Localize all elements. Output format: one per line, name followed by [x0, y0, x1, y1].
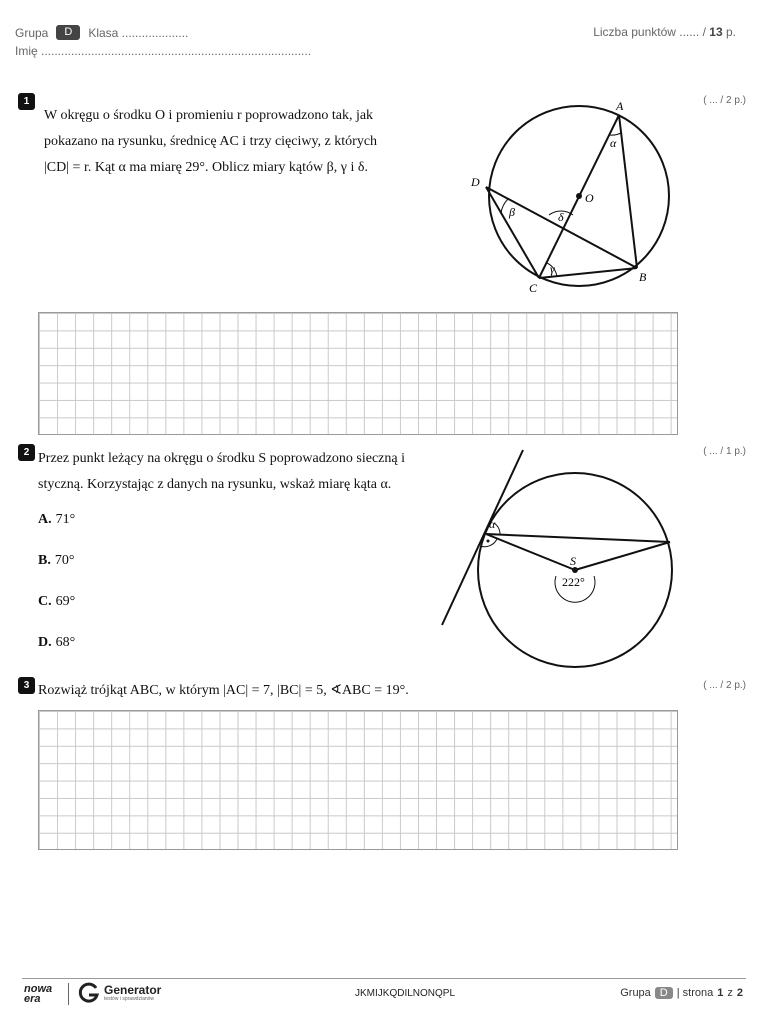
name-label: Imię ................................................................................. [15, 44, 312, 58]
option-a-letter: A. [38, 512, 52, 527]
question-2-line-2: styczną. Korzystając z danych na rysunku, wskaż miarę kąta α. [38, 477, 392, 492]
fig1-label-beta: β [509, 205, 515, 219]
question-3-text: Rozwiąż trójkąt ABC, w którym |AC| = 7, |BC| = 5, ∢ABC = 19°. [38, 683, 409, 698]
option-d-value: 68° [55, 635, 76, 650]
option-b-value: 70° [54, 553, 75, 568]
generator-g-icon [78, 982, 100, 1004]
footer-page-current: 1 [717, 987, 724, 999]
generator-logo [78, 982, 161, 1004]
points-unit: p. [725, 25, 736, 39]
question-1-line-2: pokazano na rysunku, średnicę AC i trzy cięciwy, z których [44, 134, 378, 149]
footer-group-label: Grupa [620, 987, 651, 999]
fig2-label-s: S [570, 554, 576, 568]
fig1-label-b: B [639, 270, 647, 284]
footer-page-total: 2 [736, 987, 743, 999]
question-3-points: ( ... / 2 p.) [703, 680, 746, 691]
test-code: JKMIJKQDILNONQPL [355, 988, 456, 999]
question-2-number: 2 [18, 444, 35, 461]
question-2-points: ( ... / 1 p.) [703, 446, 746, 457]
answer-grid-3[interactable] [38, 710, 678, 850]
fig1-label-alpha: α [610, 136, 617, 150]
question-2-line-1: Przez punkt leżący na okręgu o środku S poprowadzono sieczną i [38, 451, 405, 466]
group-badge: D [56, 25, 80, 40]
fig2-label-alpha: α [489, 517, 496, 531]
option-d[interactable] [38, 635, 75, 651]
question-1-line-1: W okręgu o środku O i promieniu r poprowadzono tak, jak [44, 108, 374, 123]
option-c-letter: C. [38, 594, 52, 609]
option-a[interactable] [38, 512, 75, 528]
footer-page-label: | strona [676, 987, 714, 999]
question-1-number: 1 [18, 93, 35, 110]
footer-page-info [620, 987, 743, 999]
question-3-number: 3 [18, 677, 35, 694]
nowa-era-logo [24, 984, 52, 1004]
generator-subtitle: testów i sprawdzianów [104, 995, 155, 1002]
fig1-label-o: O [585, 191, 594, 205]
fig1-label-a: A [616, 99, 624, 113]
generator-title: Generator [104, 982, 162, 997]
class-label: Klasa .................... [88, 25, 189, 40]
question-1-text [44, 103, 377, 181]
option-b[interactable] [38, 553, 74, 569]
group-label: Grupa [15, 25, 49, 40]
fig2-label-angle: 222° [562, 575, 585, 589]
option-c-value: 69° [55, 594, 76, 609]
option-c[interactable] [38, 594, 75, 610]
footer-divider [22, 978, 746, 979]
option-d-letter: D. [38, 635, 52, 650]
footer-page-of: z [727, 987, 733, 999]
fig1-label-c: C [529, 281, 538, 295]
question-1-line-3: |CD| = r. Kąt α ma miarę 29°. Oblicz miary kątów β, γ i δ. [44, 160, 368, 175]
fig1-label-d: D [471, 175, 480, 189]
question-2-text [38, 446, 405, 498]
points-summary [593, 25, 736, 39]
question-2-figure [436, 444, 686, 674]
points-total: 13 [709, 25, 723, 39]
footer-group-badge: D [655, 987, 673, 999]
footer-separator [68, 983, 69, 1005]
header-group-row [15, 25, 188, 40]
question-1-points: ( ... / 2 p.) [703, 95, 746, 106]
option-b-letter: B. [38, 553, 51, 568]
option-a-value: 71° [55, 512, 76, 527]
answer-grid-1[interactable] [38, 312, 678, 435]
question-1-figure [465, 95, 680, 300]
fig1-label-delta: δ [558, 210, 564, 224]
logo-line-1: nowa [24, 983, 53, 995]
logo-line-2: era [24, 993, 41, 1005]
points-label: Liczba punktów ...... / [593, 25, 706, 39]
fig1-label-gamma: γ [550, 262, 555, 276]
